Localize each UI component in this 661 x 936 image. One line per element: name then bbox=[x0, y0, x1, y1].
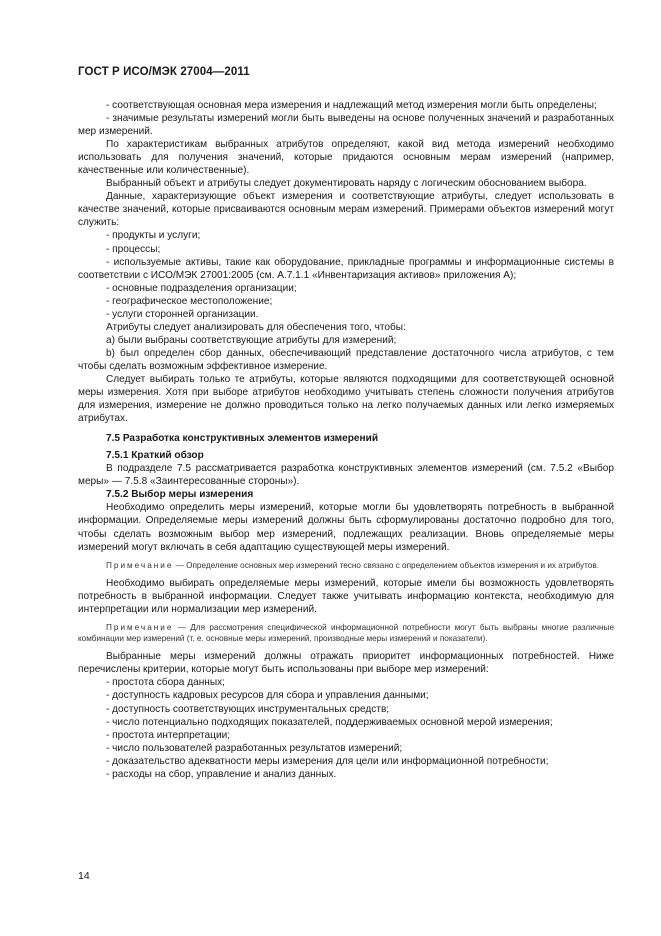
list-item: - доступность соответствующих инструментальных средств; bbox=[106, 703, 390, 715]
paragraph: По характеристикам выбранных атрибутов определяют, какой вид метода измерений необходимо использовать для получения значений, которые придаются основным мерам измерений (например, качественные или количественные). bbox=[78, 139, 614, 177]
paragraph: - соответствующая основная мера измерения и надлежащий метод измерения могли быть определены; bbox=[106, 100, 597, 111]
paragraph: Следует выбирать только те атрибуты, которые являются подходящими для соответствующей основной меры измерения. Хотя при выборе атрибутов необходимо учитывать степень сложности получения атрибутов для измерения, измерение не должно проводиться только на легко получаемых данных или легко измеряемых атрибутах. bbox=[78, 373, 614, 425]
list-item: - продукты и услуги; bbox=[106, 230, 201, 242]
list-item: - основные подразделения организации; bbox=[106, 282, 297, 294]
list-item: - доказательство адекватности меры измерения для цели или информационной потребности; bbox=[106, 755, 549, 767]
paragraph: - значимые результаты измерений могли быть выведены на основе полученных значений и разработанных мер измерений. bbox=[78, 113, 614, 138]
paragraph: Данные, характеризующие объект измерения и соответствующие атрибуты, следует использовать в качестве значений, которые присваиваются основным мерам измерений. Примерами объектов измерений могут служить: bbox=[78, 191, 614, 229]
note-text: — Определение основных мер измерений тесно связано с определением объектов измерения и их атрибутов. bbox=[175, 560, 599, 570]
paragraph: Выбранный объект и атрибуты следует документировать наряду с логическим обоснованием выбора. bbox=[106, 178, 587, 190]
note-label: Примечание bbox=[106, 622, 174, 632]
list-item: - процессы; bbox=[106, 243, 161, 255]
list-item: a) были выбраны соответствующие атрибуты для измерений; bbox=[106, 334, 397, 346]
paragraph: Выбранные меры измерений должны отражать приоритет информационных потребностей. Ниже перечислены критерии, которые могут быть использованы при выборе мер измерений: bbox=[78, 651, 614, 676]
note bbox=[78, 560, 614, 571]
section-heading-7-5: 7.5 Разработка конструктивных элементов измерений bbox=[106, 433, 379, 445]
list-item: - простота интерпретации; bbox=[106, 729, 231, 741]
note-text: — Для рассмотрения специфической информационной потребности могут быть выбраны многие различные комбинации мер измерений (т. е. основные меры измерений, производные меры измерений и показатели). bbox=[78, 622, 614, 644]
list-item: - расходы на сбор, управление и анализ данных. bbox=[106, 768, 337, 780]
standard-header: ГОСТ Р ИСО/МЭК 27004—2011 bbox=[78, 66, 250, 78]
paragraph: Атрибуты следует анализировать для обеспечения того, чтобы: bbox=[106, 321, 406, 333]
document-page bbox=[78, 66, 614, 781]
paragraph: Необходимо выбирать определяемые меры измерений, которые имели бы возможность удовлетворять потребность в выбранной информации. Следует также учитывать информацию контекста, необходимую для интерпретации или нормализации мер измерений. bbox=[78, 577, 614, 615]
list-item: - простота сбора данных; bbox=[106, 677, 225, 689]
list-item: - число пользователей разработанных результатов измерений; bbox=[106, 742, 403, 754]
note-label: Примечание bbox=[106, 560, 174, 570]
list-item: - услуги сторонней организации. bbox=[106, 308, 259, 320]
list-item: - число потенциально подходящих показателей, поддерживаемых основной мерой измерения; bbox=[106, 716, 553, 728]
section-heading-7-5-2: 7.5.2 Выбор меры измерения bbox=[106, 489, 254, 501]
section-heading-7-5-1: 7.5.1 Краткий обзор bbox=[106, 450, 204, 462]
paragraph: В подразделе 7.5 рассматривается разработка конструктивных элементов измерений (см. 7.5.2 «Выбор меры» — 7.5.8 «Заинтересованные стороны»). bbox=[78, 463, 614, 488]
list-item: b) был определен сбор данных, обеспечивающий представление достаточного числа атрибутов, с тем чтобы сделать возможным эффективное измерение. bbox=[78, 347, 614, 372]
page-number: 14 bbox=[78, 870, 90, 882]
list-item: - географическое местоположение; bbox=[106, 295, 273, 307]
note bbox=[78, 622, 614, 644]
paragraph: Необходимо определить меры измерений, которые могли бы удовлетворять потребность в выбранной информации. Определяемые меры измерений должны быть сформулированы достаточно подробно для того, чтобы сделать возможным выбор мер измерений, подлежащих реализации. Вновь определяемые меры измерений могут включать в себя адаптацию существующей меры измерений. bbox=[78, 502, 614, 553]
list-item: - используемые активы, такие как оборудование, прикладные программы и информационные системы в соответствии с ИСО/МЭК 27001:2005 (см. А.7.1.1 «Инвентаризация активов» приложения А); bbox=[78, 256, 614, 281]
list-item: - доступность кадровых ресурсов для сбора и управления данными; bbox=[106, 690, 429, 702]
